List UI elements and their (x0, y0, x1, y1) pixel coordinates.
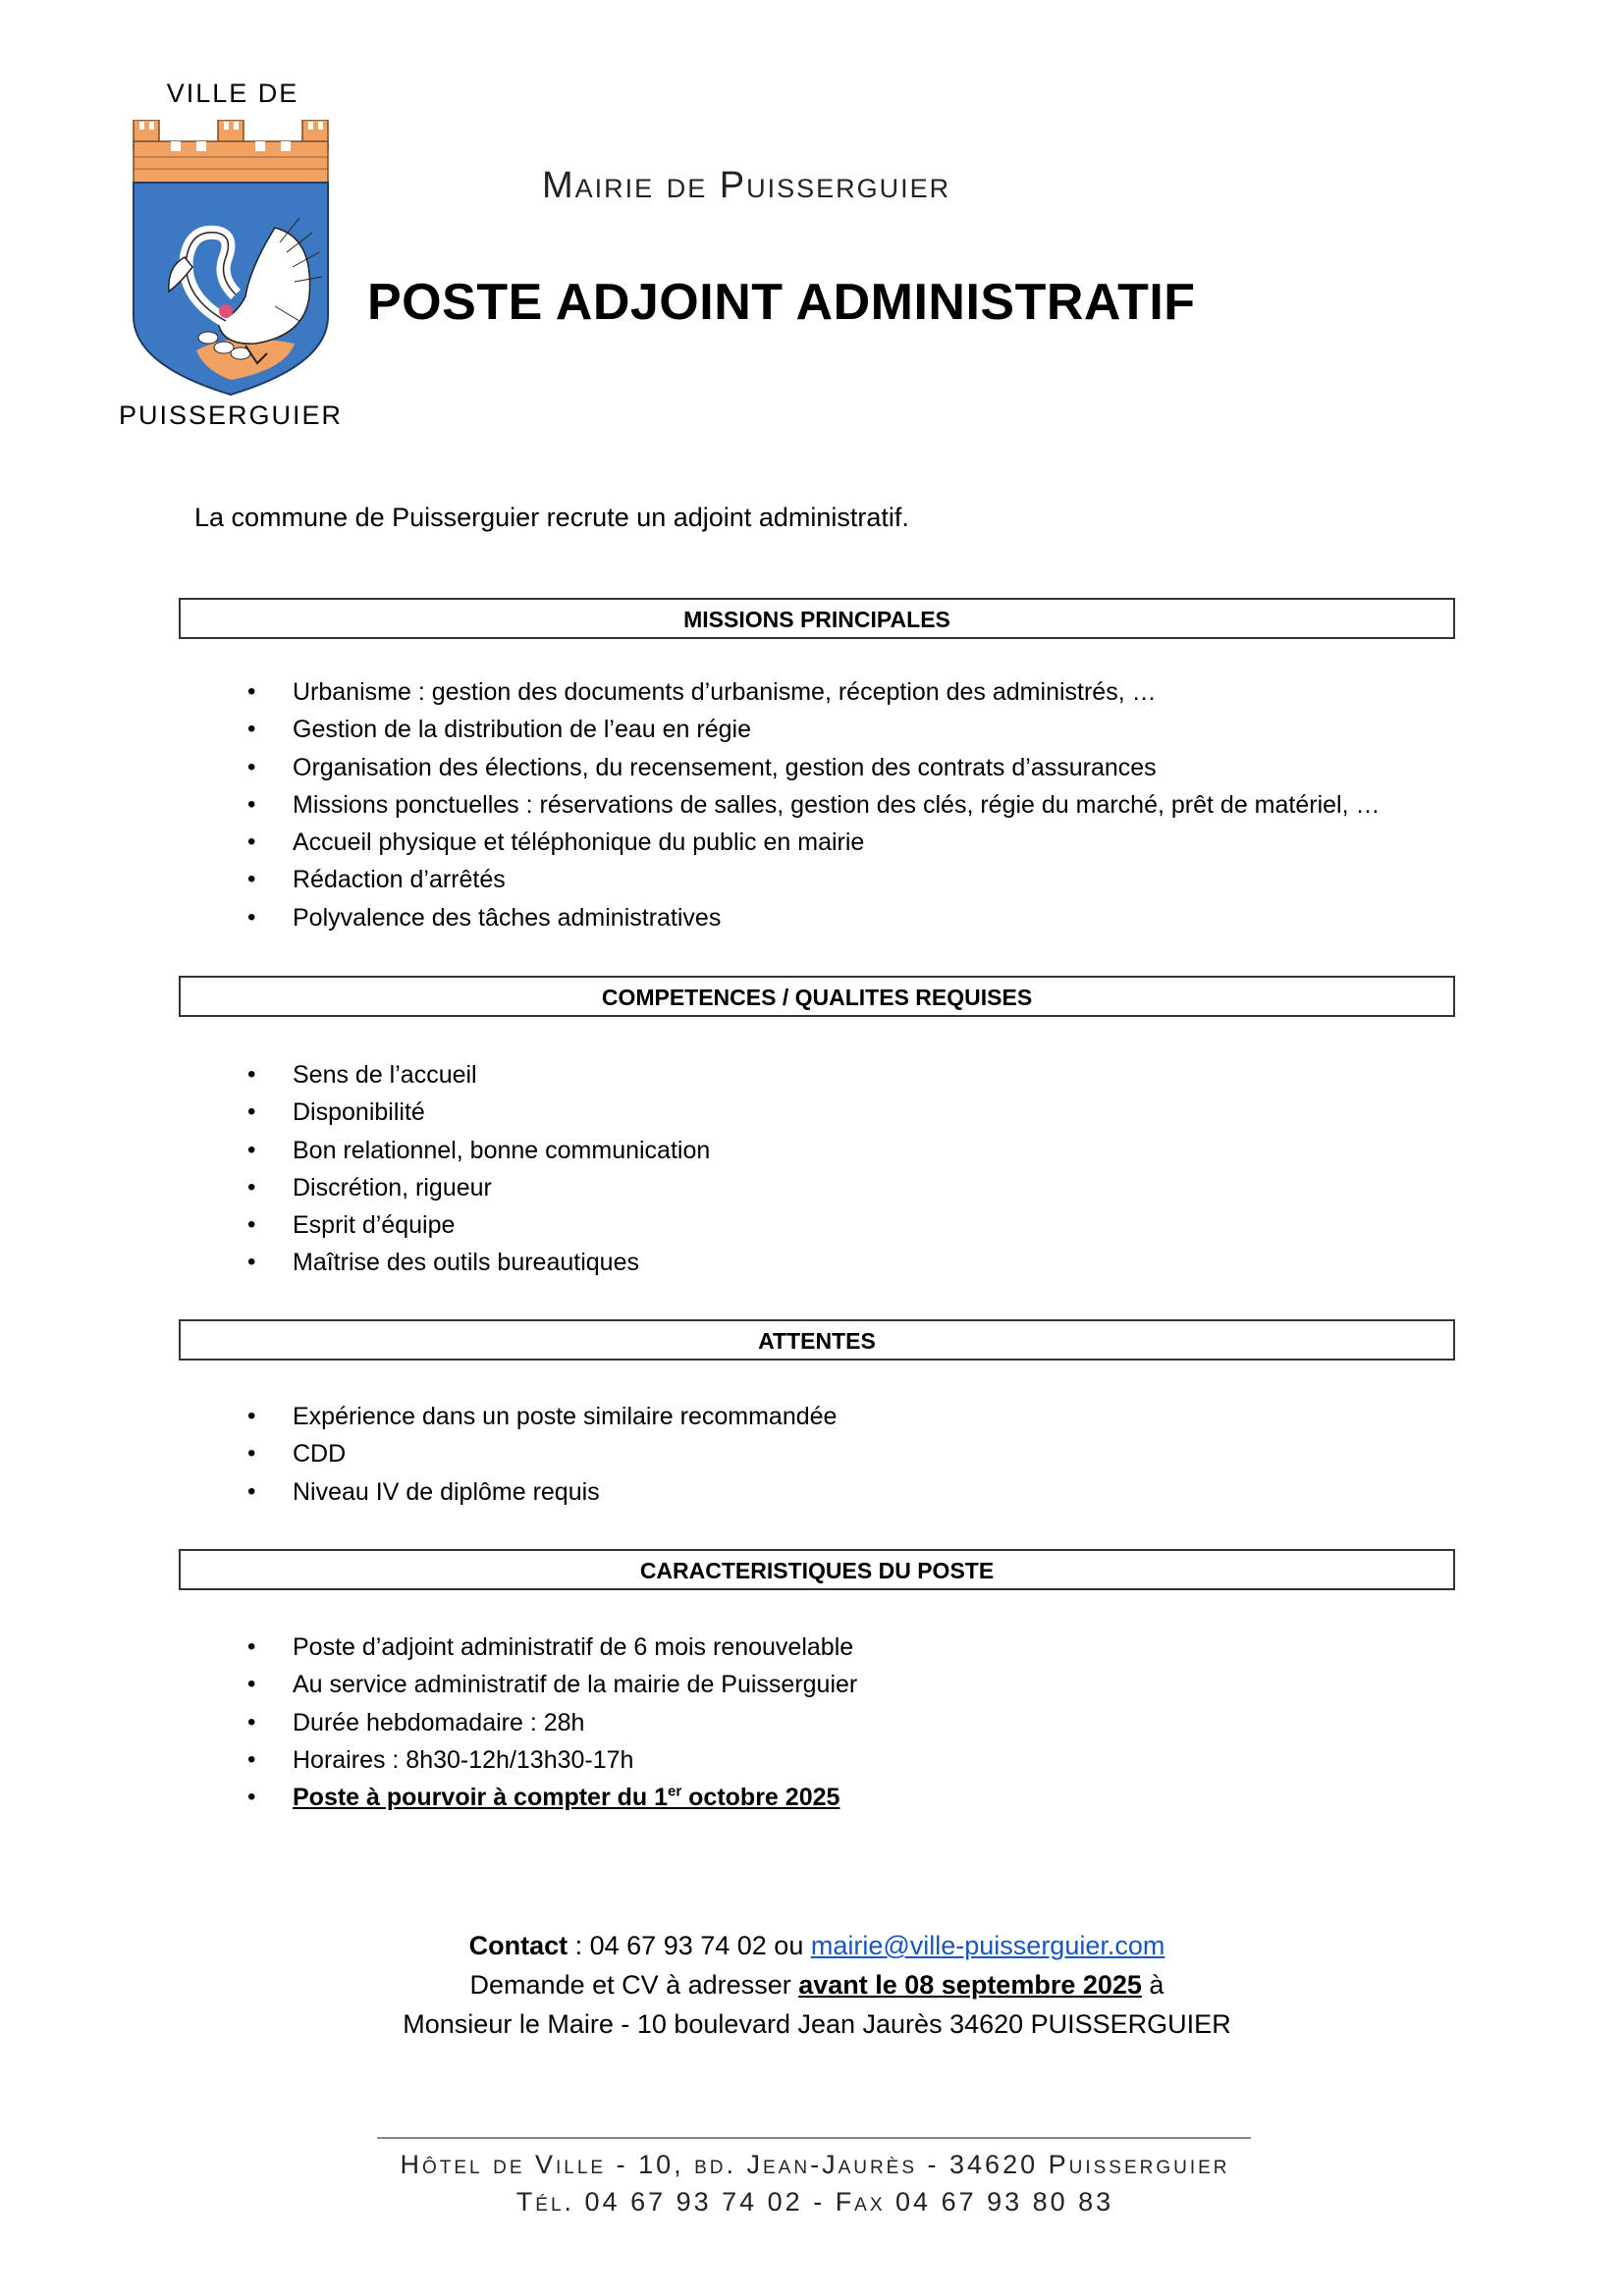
shield-icon (128, 120, 334, 404)
section-heading-attentes: ATTENTES (179, 1319, 1455, 1361)
crest-top-text: VILLE DE (166, 79, 299, 108)
list-item: • Organisation des élections, du recensement, gestion des contrats d’assurances (247, 749, 1380, 786)
section-heading-missions: MISSIONS PRINCIPALES (179, 598, 1455, 639)
caracteristiques-list (247, 1629, 857, 1816)
mairie-heading: Mairie de Puisserguier (542, 165, 951, 206)
list-item: • Poste d’adjoint administratif de 6 mois renouvelable (247, 1629, 857, 1666)
list-item: • Missions ponctuelles : réservations de salles, gestion des clés, régie du marché, prêt de matériel, … (247, 786, 1380, 824)
list-item: • Polyvalence des tâches administratives (247, 899, 1380, 936)
coat-of-arms (88, 79, 373, 442)
contact-phone: 04 67 93 74 02 (589, 1931, 767, 1960)
list-item: • Disponibilité (247, 1094, 710, 1131)
attentes-list (247, 1398, 837, 1511)
page-title: POSTE ADJOINT ADMINISTRATIF (367, 274, 1196, 331)
list-item: • Bon relationnel, bonne communication (247, 1132, 710, 1169)
list-item: • CDD (247, 1435, 837, 1472)
list-item: • Rédaction d’arrêtés (247, 861, 1380, 898)
footer-address: Hôtel de Ville - 10, bd. Jean-Jaurès - 34620 Puisserguier (400, 2150, 1230, 2179)
footer-phone-fax: Tél. 04 67 93 74 02 - Fax 04 67 93 80 83 (515, 2187, 1114, 2216)
list-item: • Horaires : 8h30-12h/13h30-17h (247, 1741, 857, 1779)
list-item: • Expérience dans un poste similaire recommandée (247, 1398, 837, 1435)
contact-email-link[interactable]: mairie@ville-puisserguier.com (810, 1931, 1165, 1960)
list-item: • Durée hebdomadaire : 28h (247, 1704, 857, 1741)
section-heading-caracteristiques: CARACTERISTIQUES DU POSTE (179, 1549, 1455, 1590)
list-item: • Accueil physique et téléphonique du public en mairie (247, 824, 1380, 861)
contact-block: Contact : 04 67 93 74 02 ou mairie@ville-puisserguier.com Demande et CV à adresser avant le 08 septembre 2025 à Monsieur le Maire - 10 boulevard Jean Jaurès 34620 PUISSERGUIER (0, 1926, 1624, 2044)
contact-address: Monsieur le Maire - 10 boulevard Jean Jaurès 34620 PUISSERGUIER (403, 2009, 1231, 2039)
list-item: • Sens de l’accueil (247, 1056, 710, 1094)
list-item: • Au service administratif de la mairie de Puisserguier (247, 1666, 857, 1703)
list-item: • Gestion de la distribution de l’eau en régie (247, 711, 1380, 748)
section-heading-competences: COMPETENCES / QUALITES REQUISES (179, 976, 1455, 1017)
list-item: • Niveau IV de diplôme requis (247, 1473, 837, 1511)
intro-text: La commune de Puisserguier recrute un adjoint administratif. (194, 503, 909, 532)
footer-divider (377, 2137, 1251, 2139)
start-date-item: • Poste à pourvoir à compter du 1er octobre 2025 (247, 1779, 857, 1816)
list-item: • Urbanisme : gestion des documents d’urbanisme, réception des administrés, … (247, 673, 1380, 711)
list-item: • Discrétion, rigueur (247, 1169, 710, 1206)
crest-bottom-text: PUISSERGUIER (118, 400, 344, 430)
missions-list (247, 673, 1380, 936)
list-item: • Maîtrise des outils bureautiques (247, 1244, 710, 1281)
list-item: • Esprit d’équipe (247, 1206, 710, 1244)
competences-list (247, 1056, 710, 1282)
deadline-text: avant le 08 septembre 2025 (798, 1970, 1142, 2000)
contact-label: Contact (468, 1931, 568, 1960)
